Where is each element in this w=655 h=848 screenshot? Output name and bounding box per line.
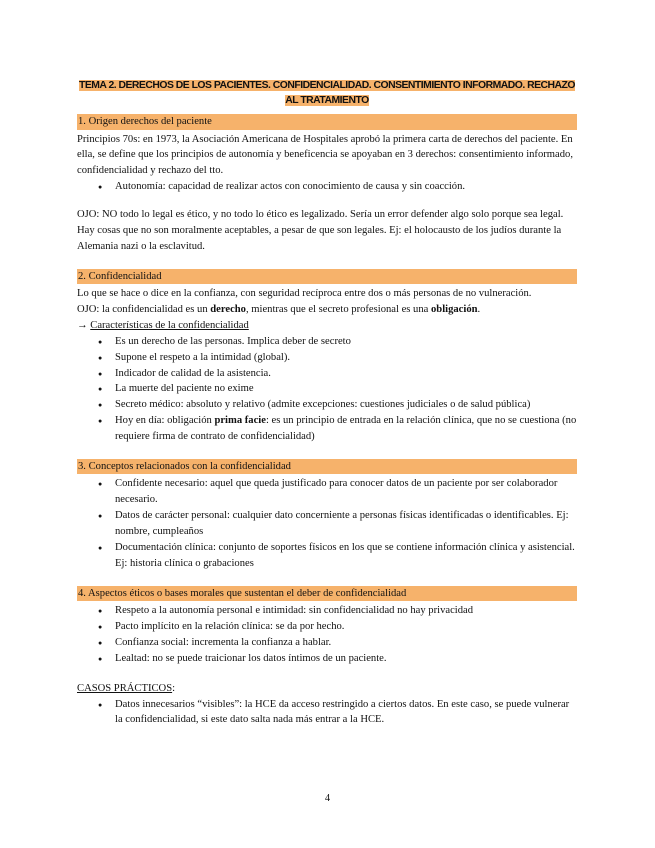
subheading-casos-practicos: CASOS PRÁCTICOS: bbox=[77, 682, 176, 694]
bold-derecho: derecho bbox=[210, 304, 246, 315]
arrow-icon: → bbox=[77, 319, 91, 331]
title-line-2: AL TRATAMIENTO bbox=[285, 95, 369, 107]
list-item: ● Secreto médico: absoluto y relativo (admite excepciones: cuestiones judiciales o de salud pública) bbox=[115, 397, 577, 413]
list-item: ● Lealtad: no se puede traicionar los datos íntimos de un paciente. bbox=[115, 651, 577, 667]
paragraph-ojo-derecho: OJO: la confidencialidad es un derecho, mientras que el secreto profesional es una obligación. bbox=[77, 304, 481, 315]
bold-prima-facie: prima facie bbox=[214, 415, 266, 427]
document-title bbox=[77, 78, 577, 108]
list-item: ● Respeto a la autonomía personal e intimidad: sin confidencialidad no hay privacidad bbox=[115, 603, 577, 619]
section-heading-origen: 1. Origen derechos del paciente bbox=[77, 114, 577, 129]
list-item: ● Pacto implícito en la relación clínica: se da por hecho. bbox=[115, 619, 577, 635]
subheading-caracteristicas: → Características de la confidencialidad bbox=[77, 319, 249, 331]
list-item: ● Autonomía: capacidad de realizar actos con conocimiento de causa y sin coacción. bbox=[115, 179, 577, 195]
bold-obligacion: obligación bbox=[431, 304, 478, 315]
list-origen bbox=[77, 179, 577, 195]
list-item: ● Confianza social: incrementa la confianza a hablar. bbox=[115, 635, 577, 651]
list-item: ● Confidente necesario: aquel que queda justificado para conocer datos de un paciente por ser colaborador necesario. bbox=[115, 476, 577, 508]
paragraph-confidencialidad: Lo que se hace o dice en la confianza, con seguridad recíproca entre dos o más personas de no vulneración. bbox=[77, 288, 532, 300]
list-item: ● Datos de carácter personal: cualquier dato concerniente a personas físicas identificadas o identificables. Ej: nombre, cumpleaños bbox=[115, 508, 577, 540]
list-item: ● La muerte del paciente no exime bbox=[115, 381, 577, 397]
paragraph-ojo-legal: OJO: NO todo lo legal es ético, y no todo lo ético es legalizado. Sería un error defender algo solo porque sea legal. Hay cosas que no son moralmente aceptables, a pesar de que son legales. Ej: el holocausto de los judíos durante la Alemania nazi o la esclavitud. bbox=[77, 209, 564, 252]
page-content bbox=[77, 78, 577, 728]
section-heading-confidencialidad: 2. Confidencialidad bbox=[77, 269, 577, 284]
list-casos-practicos bbox=[77, 697, 577, 729]
list-item: ● Documentación clínica: conjunto de soportes físicos en los que se contiene información clínica y asistencial. Ej: historia clínica o grabaciones bbox=[115, 540, 577, 572]
section-heading-aspectos-eticos: 4. Aspectos éticos o bases morales que sustentan el deber de confidencialidad bbox=[77, 586, 577, 601]
section-heading-conceptos: 3. Conceptos relacionados con la confidencialidad bbox=[77, 459, 577, 474]
list-item: ● Datos innecesarios “visibles”: la HCE da acceso restringido a ciertos datos. En este caso, se puede vulnerar la confidencialidad, si este dato salta nada más entrar a la HCE. bbox=[115, 697, 577, 729]
list-item: ● Hoy en día: obligación prima facie: es un principio de entrada en la relación clínica, que no se cuestiona (no requiere firma de contrato de confidencialidad) bbox=[115, 413, 577, 445]
list-aspectos-eticos bbox=[77, 603, 577, 667]
paragraph-origen: Principios 70s: en 1973, la Asociación Americana de Hospitales aprobó la primera carta de derechos del paciente. En ella, se define que los principios de autonomía y beneficencia se apoyaban en 3 derechos: consentimiento informado, confidencialidad y rechazo del tto. bbox=[77, 133, 573, 177]
title-line-1: TEMA 2. DERECHOS DE LOS PACIENTES. CONFIDENCIALIDAD. CONSENTIMIENTO INFORMADO. RECHAZO bbox=[79, 80, 575, 91]
list-item: ● Es un derecho de las personas. Implica deber de secreto bbox=[115, 334, 577, 350]
list-conceptos bbox=[77, 476, 577, 571]
list-caracteristicas bbox=[77, 334, 577, 445]
list-item: ● Supone el respeto a la intimidad (global). bbox=[115, 350, 577, 366]
page-number: 4 bbox=[324, 793, 331, 804]
list-item: ● Indicador de calidad de la asistencia. bbox=[115, 366, 577, 382]
